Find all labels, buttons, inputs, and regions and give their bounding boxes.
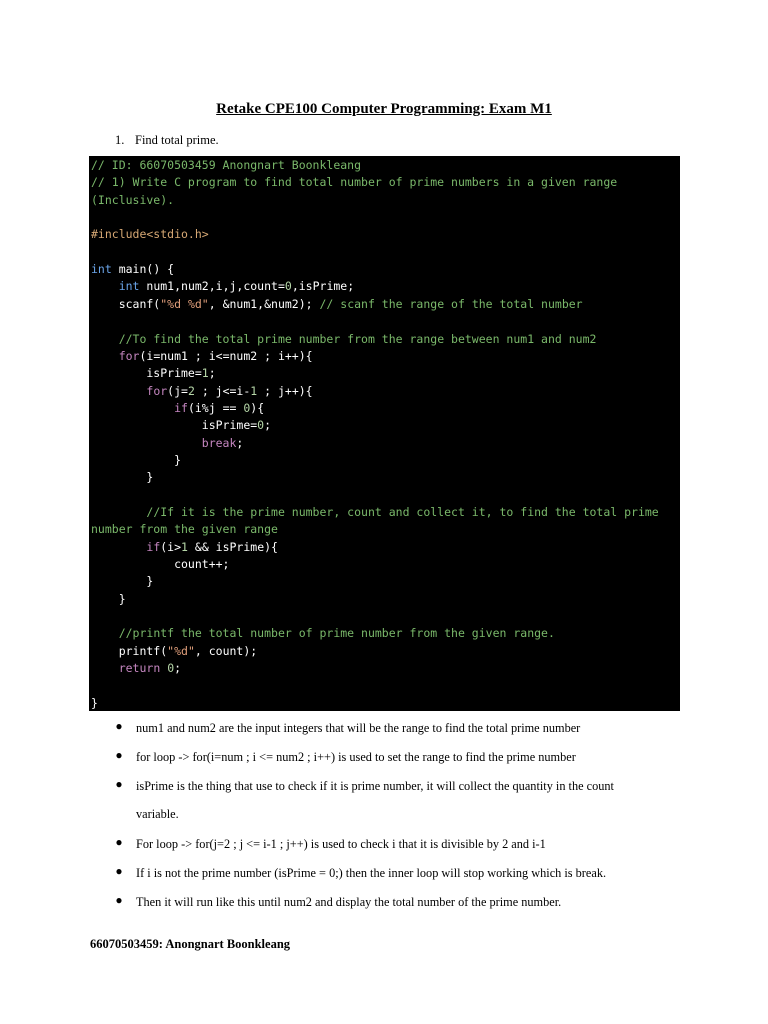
bullet-icon: ● [115,719,123,733]
question-item [115,133,219,148]
code-line: } [91,695,98,710]
code-line: number from the given range [91,522,278,537]
list-item: If i is not the prime number (isPrime = 0;) then the inner loop will stop working which is break. [136,866,607,880]
code-line: return 0; [118,661,182,676]
code-line: //If it is the prime number, count and collect it, to find the total prime [146,505,659,519]
list-item: For loop -> for(j=2 ; j <= i-1 ; j++) is used to check i that it is divisible by 2 and i-1 [136,837,546,851]
code-line: count++; [91,557,230,572]
code-line: #include<stdio.h> [91,227,209,242]
code-line: } [91,574,154,589]
code-line: //To find the total prime number from the range between num1 and num2 [118,331,597,346]
code-line: isPrime=0; [91,418,272,433]
list-item-continuation: variable. [136,807,179,821]
code-line: (Inclusive). [91,192,175,207]
code-line: } [91,591,126,606]
code-line: } [91,470,154,485]
bullet-icon: ● [115,893,123,907]
list-item: for loop -> for(i=num ; i <= num2 ; i++) is used to set the range to find the prime number [136,750,576,764]
code-line: scanf("%d %d", &num1,&num2); // scanf the range of the total number [91,296,583,311]
code-line: // 1) Write C program to find total number of prime numbers in a given range [91,175,618,190]
question-number: 1. [115,133,125,147]
list-item: isPrime is the thing that use to check if it is prime number, it will collect the quantity in the count [136,779,614,793]
question-text: Find total prime. [135,133,219,147]
bullet-icon: ● [115,748,123,762]
document-title: Retake CPE100 Computer Programming: Exam M1 [216,101,552,117]
code-line: //printf the total number of prime number from the given range. [118,626,555,641]
list-item: num1 and num2 are the input integers that will be the range to find the total prime number [136,721,581,735]
bullet-icon: ● [115,835,123,849]
code-line: } [91,452,182,467]
code-line: for(j=2 ; j<=i-1 ; j++){ [146,383,313,398]
bullet-icon: ● [115,777,123,791]
code-line: isPrime=1; [91,366,216,381]
code-line: int num1,num2,i,j,count=0,isPrime; [118,279,355,294]
code-block [89,156,680,711]
list-item: Then it will run like this until num2 and display the total number of the prime number. [136,895,562,909]
code-line: break; [201,435,244,450]
code-line: for(i=num1 ; i<=num2 ; i++){ [118,348,313,363]
code-line: printf("%d", count); [91,643,258,658]
page-footer: 66070503459: Anongnart Boonkleang [90,937,291,951]
bullet-icon: ● [115,864,123,878]
code-line: if(i%j == 0){ [174,400,265,415]
code-line: if(i>1 && isPrime){ [146,539,278,554]
code-line: int main() { [91,262,175,277]
code-line: // ID: 66070503459 Anongnart Boonkleang [91,158,362,172]
